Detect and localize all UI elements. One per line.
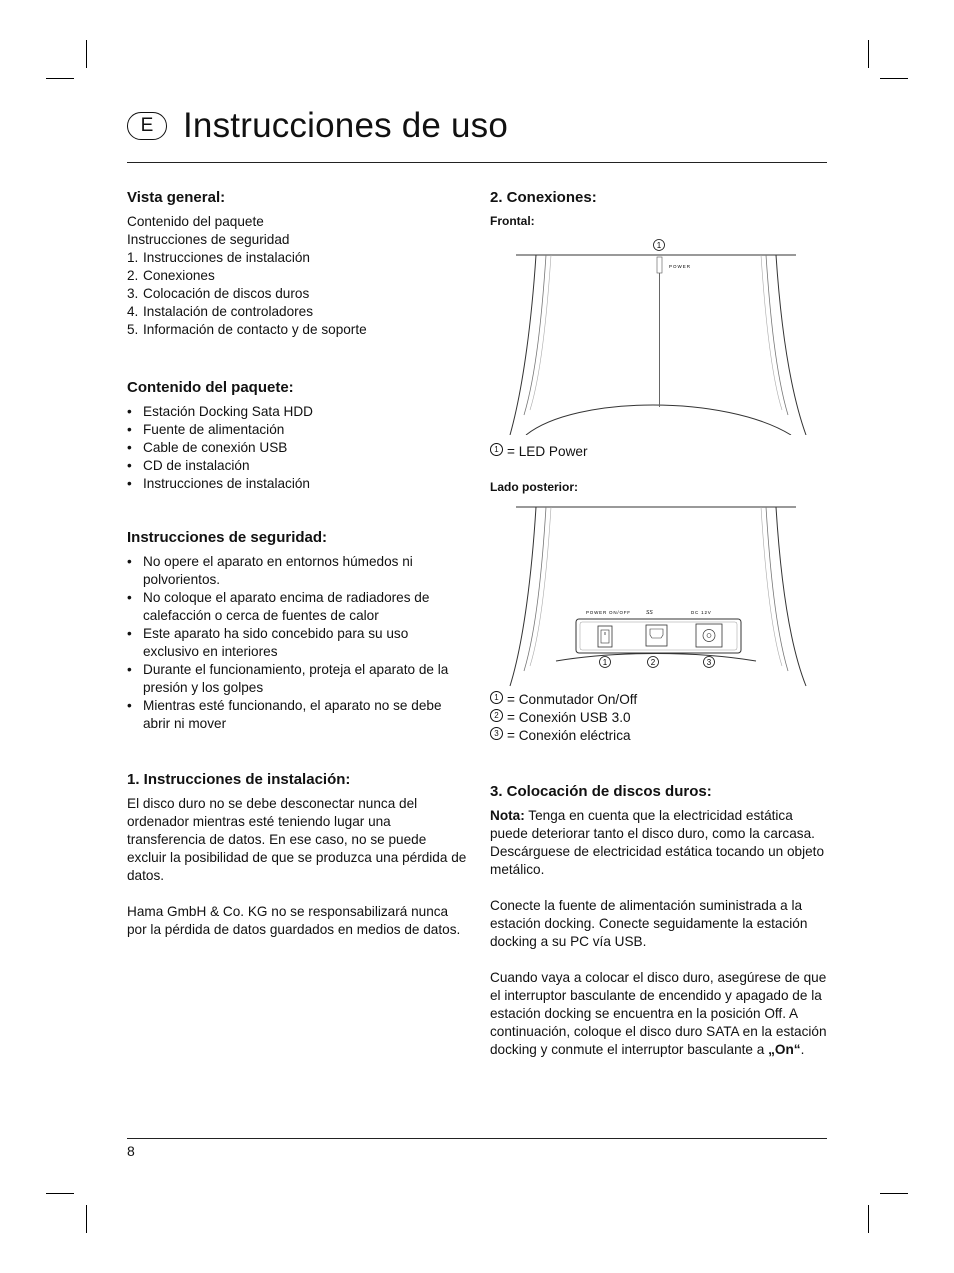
crop-mark	[880, 78, 908, 79]
page-number: 8	[127, 1143, 135, 1159]
front-legend	[490, 443, 830, 461]
legend-item: 3 = Conexión eléctrica	[490, 727, 830, 745]
back-usb-label: SS	[646, 610, 653, 616]
right-column	[490, 189, 830, 1059]
front-label: Frontal:	[490, 214, 535, 228]
disks-note: Nota: Tenga en cuenta que la electricidad estática puede deteriorar tanto el disco duro, como la carcasa. Descárguese de electricidad estática tocando un objeto metálico.	[490, 808, 825, 877]
note-label: Nota:	[490, 808, 525, 823]
header-rule	[127, 162, 827, 163]
list-item: • Estación Docking Sata HDD	[127, 404, 313, 419]
back-legend	[490, 691, 830, 745]
crop-mark	[868, 1205, 869, 1233]
list-item: • No coloque el aparato encima de radiadores de calefacción o cerca de fuentes de calor	[127, 590, 430, 623]
footer-rule	[127, 1138, 827, 1139]
list-item: • Mientras esté funcionando, el aparato no se debe abrir ni mover	[127, 698, 442, 731]
left-column	[127, 189, 467, 939]
disks-paragraph: Cuando vaya a colocar el disco duro, asegúrese de que el interruptor basculante de encendido y apagado de la estación docking se encuentra en la posición Off. A continuación, coloque el disco duro SATA en la estación docking y conmute el interruptor basculante a „On“.	[490, 970, 827, 1057]
safety-heading: Instrucciones de seguridad:	[127, 529, 328, 546]
install-paragraph: El disco duro no se debe desconectar nunca del ordenador mientras esté teniendo lugar una transferencia de datos. En ese caso, no se puede excluir la posibilidad de que se produzca una pérdida de datos.	[127, 796, 467, 883]
list-item: • Durante el funcionamiento, proteja el aparato de la presión y los golpes	[127, 662, 449, 695]
package-section	[127, 379, 467, 493]
back-label: Lado posterior:	[490, 480, 579, 494]
disks-paragraph: Conecte la fuente de alimentación suministrada a la estación docking. Conecte seguidamente la estación docking a su PC vía USB.	[490, 898, 808, 949]
list-item: 4. Instalación de controladores	[127, 304, 314, 319]
list-item: • Cable de conexión USB	[127, 440, 288, 455]
list-item: • Instrucciones de instalación	[127, 476, 310, 491]
crop-mark	[880, 1193, 908, 1194]
on-label: „On“	[768, 1042, 801, 1057]
crop-mark	[868, 40, 869, 68]
list-item: • CD de instalación	[127, 458, 250, 473]
front-view-diagram	[506, 235, 826, 435]
install-heading: 1. Instrucciones de instalación:	[127, 771, 351, 788]
overview-heading: Vista general:	[127, 189, 226, 206]
overview-list	[127, 249, 467, 339]
overview-line: Contenido del paquete	[127, 214, 264, 229]
back-marker: 3	[706, 658, 712, 667]
list-item: • Este aparato ha sido concebido para su uso exclusivo en interiores	[127, 626, 409, 659]
list-item: 1. Instrucciones de instalación	[127, 250, 310, 265]
back-dc-label: DC 12V	[691, 610, 712, 615]
package-heading: Contenido del paquete:	[127, 379, 294, 396]
list-item: 3. Colocación de discos duros	[127, 286, 310, 301]
connections-heading: 2. Conexiones:	[490, 189, 597, 206]
safety-section	[127, 529, 467, 733]
install-paragraph: Hama GmbH & Co. KG no se responsabilizará nunca por la pérdida de datos guardados en medios de datos.	[127, 904, 461, 937]
list-item: 2. Conexiones	[127, 268, 215, 283]
page-header	[127, 104, 508, 148]
package-list	[127, 403, 467, 493]
overview-section	[127, 189, 467, 339]
list-item: 5. Información de contacto y de soporte	[127, 322, 367, 337]
disks-section	[490, 783, 830, 1059]
overview-line: Instrucciones de seguridad	[127, 232, 290, 247]
list-item: • No opere el aparato en entornos húmedos ni polvorientos.	[127, 554, 413, 587]
front-power-text: POWER	[669, 264, 692, 269]
page-title: Instrucciones de uso	[183, 106, 509, 145]
back-view-diagram	[506, 501, 826, 691]
language-badge: E	[127, 112, 167, 140]
disks-heading: 3. Colocación de discos duros:	[490, 783, 712, 800]
back-marker: 2	[650, 658, 656, 667]
back-marker: 1	[602, 658, 608, 667]
crop-mark	[46, 78, 74, 79]
legend-item: 2 = Conexión USB 3.0	[490, 709, 830, 727]
list-item: • Fuente de alimentación	[127, 422, 285, 437]
back-power-label: POWER ON/OFF	[586, 610, 631, 615]
safety-list	[127, 553, 467, 733]
legend-item: 1 = LED Power	[490, 443, 830, 461]
install-section	[127, 771, 467, 939]
legend-item: 1 = Conmutador On/Off	[490, 691, 830, 709]
crop-mark	[46, 1193, 74, 1194]
crop-mark	[86, 1205, 87, 1233]
crop-mark	[86, 40, 87, 68]
front-marker: 1	[656, 241, 662, 250]
